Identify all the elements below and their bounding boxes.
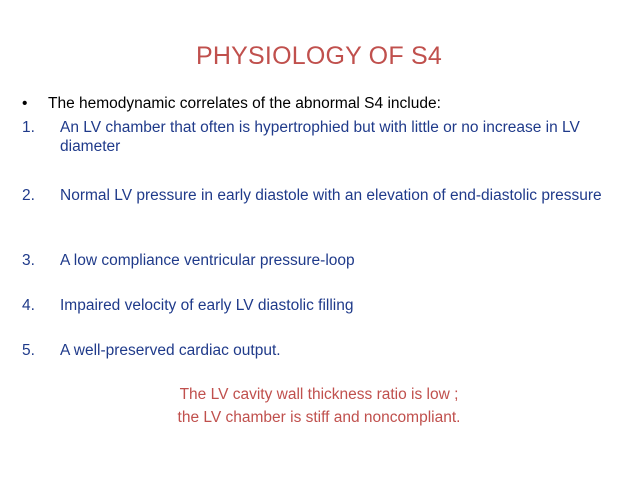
list-item-number: 5. [22, 342, 35, 359]
note-line-1: The LV cavity wall thickness ratio is low ; [179, 386, 459, 403]
list-item-number: 1. [22, 119, 35, 136]
list-item-5 [22, 341, 622, 360]
list-item-text: A well-preserved cardiac output. [60, 342, 281, 359]
list-item-number: 2. [22, 187, 35, 204]
list-item-number: 4. [22, 297, 35, 314]
list-item-text: Impaired velocity of early LV diastolic filling [60, 297, 354, 314]
list-item-3 [22, 251, 622, 270]
list-item-4 [22, 296, 622, 315]
bullet-icon: • [22, 95, 28, 112]
list-item-text: An LV chamber that often is hypertrophied but with little or no increase in LV diameter [60, 119, 580, 155]
list-item-text: A low compliance ventricular pressure-loop [60, 252, 355, 269]
intro-bullet [22, 94, 622, 114]
intro-text: The hemodynamic correlates of the abnormal S4 include: [48, 95, 441, 112]
list-item-1 [22, 118, 622, 156]
note-line-2: the LV chamber is stiff and noncompliant. [177, 409, 461, 426]
list-item-2 [22, 186, 622, 205]
slide-title: PHYSIOLOGY OF S4 [196, 42, 442, 70]
list-item-number: 3. [22, 252, 35, 269]
list-item-text: Normal LV pressure in early diastole with an elevation of end-diastolic pressure [60, 187, 602, 204]
